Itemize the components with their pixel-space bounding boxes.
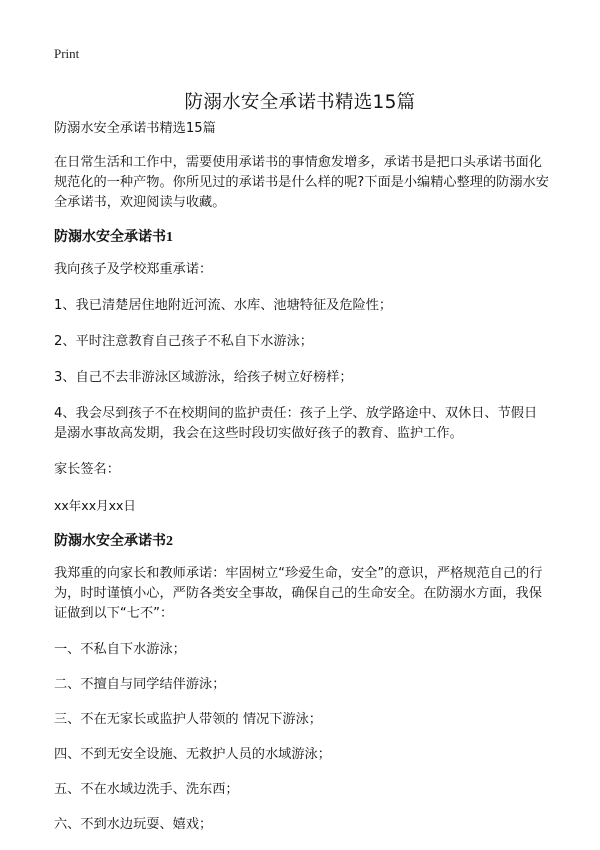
section-paragraph: 我向孩子及学校郑重承诺： (54, 262, 213, 277)
print-link[interactable]: Print (54, 46, 80, 61)
section-paragraph: 一、不私自下水游泳； (54, 642, 186, 657)
section-paragraph: 六、不到水边玩耍、嬉戏； (54, 817, 213, 832)
section-paragraph: 二、不擅自与同学结伴游泳； (54, 677, 226, 692)
section-paragraph: 2、平时注意教育自己孩子不私自下水游泳； (54, 334, 313, 349)
intro-paragraph: 在日常生活和工作中，需要使用承诺书的事情愈发增多，承诺书是把口头承诺书面化规范化的一种产物。你所见过的承诺书是什么样的呢?下面是小编精心整理的防溺水安全承诺书，欢迎阅读与收藏。 (54, 155, 549, 210)
section-paragraph: 3、自己不去非游泳区域游泳，给孩子树立好榜样； (54, 370, 353, 385)
section-heading: 防溺水安全承诺书1 (54, 230, 173, 245)
section-paragraph: 4、我会尽到孩子不在校期间的监护责任：孩子上学、放学路途中、双休日、节假日是溺水事故高发期，我会在这些时段切实做好孩子的教育、监护工作。 (54, 406, 538, 441)
section-paragraph: 三、不在无家长或监护人带领的 情况下游泳； (54, 712, 322, 727)
date-line: xx年xx月xx日 (54, 498, 136, 513)
section-paragraph: 我郑重的向家长和教师承诺：牢固树立“珍爱生命，安全”的意识，严格规范自己的行为，时时谨慎小心，严防各类安全事故，确保自己的生命安全。在防溺水方面，我保证做到以下“七不”： (54, 566, 543, 621)
document-subtitle: 防溺水安全承诺书精选15篇 (54, 121, 216, 136)
signature-label: 家长签名： (54, 462, 120, 477)
section-paragraph: 五、不在水域边洗手、洗东西； (54, 782, 239, 797)
section-heading: 防溺水安全承诺书2 (54, 534, 173, 549)
section-paragraph: 四、不到无安全设施、无救护人员的水域游泳； (54, 747, 331, 762)
section-paragraph: 1、我已清楚居住地附近河流、水库、池塘特征及危险性； (54, 298, 393, 313)
document-body (54, 119, 549, 850)
page-title: 防溺水安全承诺书精选15篇 (184, 92, 416, 114)
